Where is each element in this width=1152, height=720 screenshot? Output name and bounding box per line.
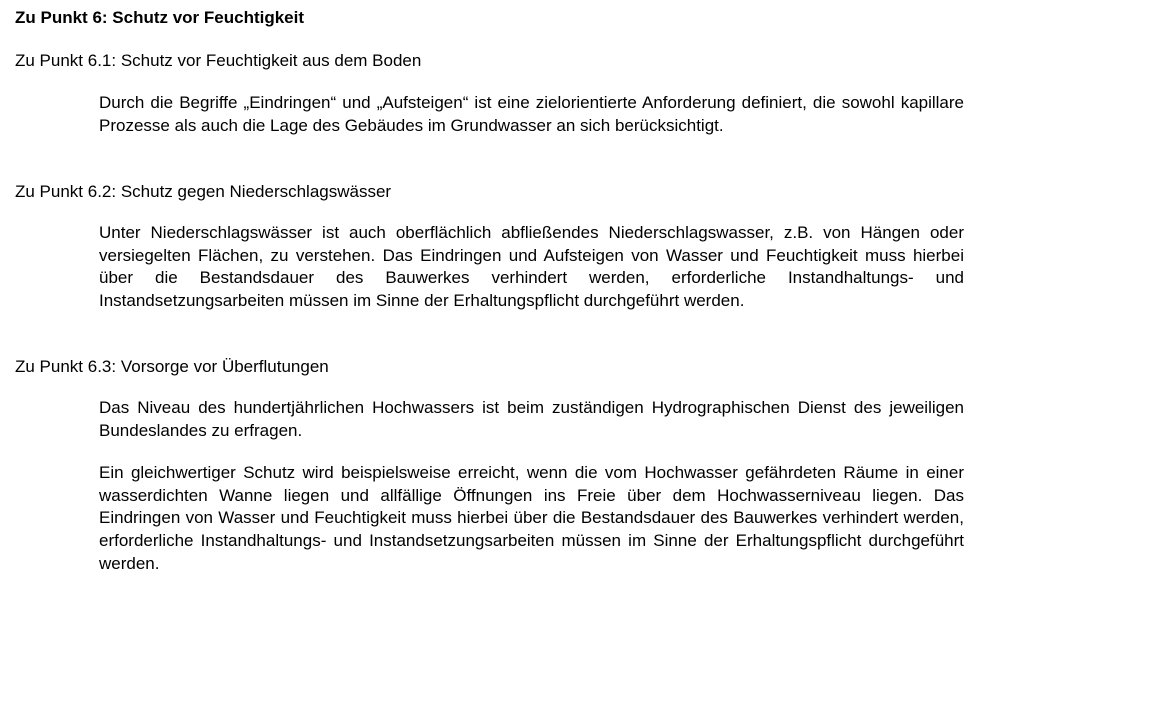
section-6-2-paragraph: Unter Niederschlagswässer ist auch oberflächlich abfließendes Niederschlagswasser, z.B. von Hängen oder versiegelten Flächen, zu verstehen. Das Eindringen und Aufsteigen von Wasser und Feuchtigkeit muss hierbei über die Bestandsdauer des Bauwerkes verhindert werden, erforderliche Instandhaltungs- und Instandsetzungsarbeiten müssen im Sinne der Erhaltungspflicht durchgeführt werden. bbox=[99, 223, 964, 311]
section-6-3-paragraph-1: Das Niveau des hundertjährlichen Hochwassers ist beim zuständigen Hydrographischen Dienst des jeweiligen Bundeslandes zu erfragen. bbox=[99, 398, 964, 440]
section-heading-6-2: Zu Punkt 6.2: Schutz gegen Niederschlagswässer bbox=[15, 182, 392, 201]
section-6-1-paragraph: Durch die Begriffe „Eindringen“ und „Aufsteigen“ ist eine zielorientierte Anforderung definiert, die sowohl kapillare Prozesse als auch die Lage des Gebäudes im Grundwasser an sich berücksichtigt. bbox=[99, 93, 964, 135]
document-title: Zu Punkt 6: Schutz vor Feuchtigkeit bbox=[15, 8, 305, 27]
section-heading-6-1: Zu Punkt 6.1: Schutz vor Feuchtigkeit aus dem Boden bbox=[15, 51, 422, 70]
section-heading-6-3: Zu Punkt 6.3: Vorsorge vor Überflutungen bbox=[15, 357, 329, 376]
section-6-3-paragraph-2: Ein gleichwertiger Schutz wird beispielsweise erreicht, wenn die vom Hochwasser gefährdeten Räume in einer wasserdichten Wanne liegen und allfällige Öffnungen ins Freie über dem Hochwasserniveau liegen. Das Eindringen von Wasser und Feuchtigkeit muss hierbei über die Bestandsdauer des Bauwerkes verhindert werden, erforderliche Instandhaltungs- und Instandsetzungsarbeiten müssen im Sinne der Erhaltungspflicht durchgeführt werden. bbox=[99, 463, 964, 573]
